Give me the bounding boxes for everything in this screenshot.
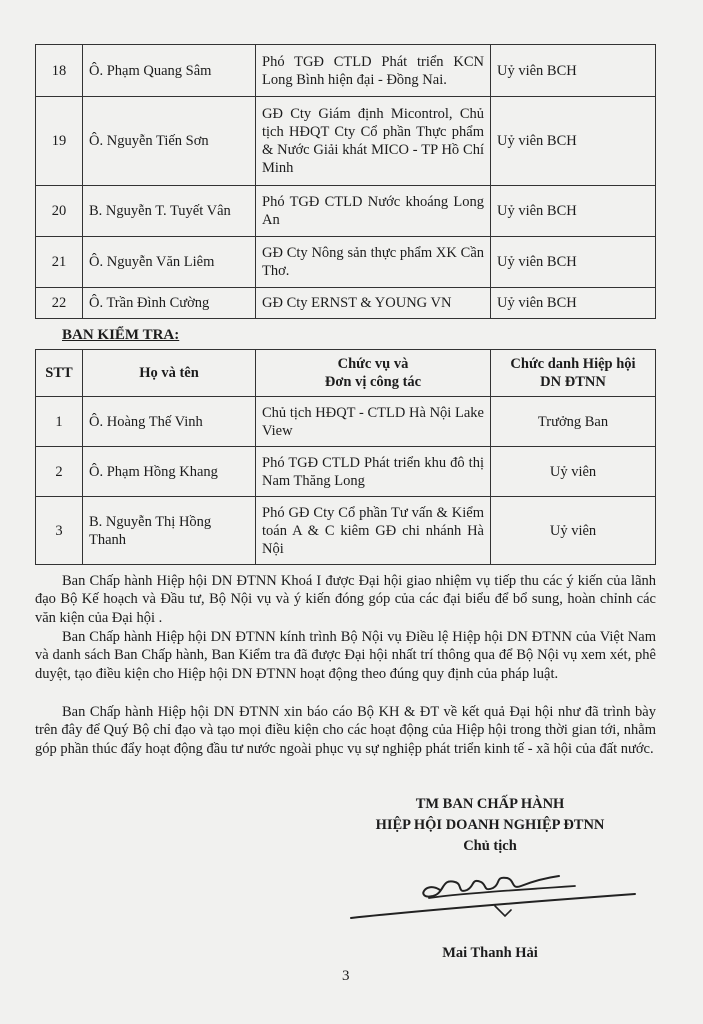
- table-row: [36, 45, 656, 97]
- member-title: Uỷ viên BCH: [491, 288, 656, 319]
- table-row: [36, 397, 656, 447]
- member-name: B. Nguyễn T. Tuyết Vân: [83, 186, 256, 237]
- inspection-board-heading: BAN KIỂM TRA:: [62, 327, 180, 343]
- table-row: [36, 447, 656, 497]
- row-number: 2: [36, 447, 83, 497]
- member-name: Ô. Trần Đình Cường: [83, 288, 256, 319]
- signature-association-line: HIỆP HỘI DOANH NGHIỆP ĐTNN: [375, 817, 605, 833]
- member-position: GĐ Cty Giám định Micontrol, Chủ tịch HĐQT Cty Cổ phần Thực phẩm & Nước Giải khát MICO - TP Hồ Chí Minh: [256, 97, 491, 186]
- table-row: [36, 97, 656, 186]
- header-stt: STT: [36, 350, 83, 397]
- row-number: 21: [36, 237, 83, 288]
- inspection-board-table: [35, 349, 656, 565]
- member-position: GĐ Cty Nông sản thực phẩm XK Cần Thơ.: [256, 237, 491, 288]
- member-name: Ô. Nguyễn Tiến Sơn: [83, 97, 256, 186]
- row-number: 3: [36, 497, 83, 565]
- paragraph-tasks: Ban Chấp hành Hiệp hội DN ĐTNN Khoá I được Đại hội giao nhiệm vụ tiếp thu các ý kiến của lãnh đạo Bộ Kế hoạch và Đầu tư, Bộ Nội vụ và ý kiến đóng góp của các đại biểu để bổ sung, hoàn chỉnh các văn kiện của Đại hội .: [35, 573, 656, 626]
- member-title: Uỷ viên: [491, 447, 656, 497]
- handwritten-signature: [345, 860, 645, 940]
- table-row: [36, 497, 656, 565]
- member-name: Ô. Nguyễn Văn Liêm: [83, 237, 256, 288]
- row-number: 19: [36, 97, 83, 186]
- member-position: Chủ tịch HĐQT - CTLD Hà Nội Lake View: [256, 397, 491, 447]
- paragraph-submission: Ban Chấp hành Hiệp hội DN ĐTNN kính trình Bộ Nội vụ Điều lệ Hiệp hội DN ĐTNN của Việt Nam và danh sách Ban Chấp hành, Ban Kiểm tra đã được Đại hội nhất trí thông qua để Bộ Nội vụ xem xét, phê duyệt, tạo điều kiện cho Hiệp hội DN ĐTNN hoạt động theo đúng quy định của pháp luật.: [35, 629, 656, 682]
- page-number: 3: [342, 968, 350, 984]
- member-position: Phó TGĐ CTLD Nước khoáng Long An: [256, 186, 491, 237]
- header-position-line1: Chức vụ và: [337, 356, 409, 372]
- member-title: Uỷ viên BCH: [491, 45, 656, 97]
- table-header-row: [36, 350, 656, 397]
- member-name: Ô. Phạm Quang Sâm: [83, 45, 256, 97]
- member-position: Phó TGĐ CTLD Phát triển KCN Long Bình hiện đại - Đồng Nai.: [256, 45, 491, 97]
- member-position: GĐ Cty ERNST & YOUNG VN: [256, 288, 491, 319]
- table-row: [36, 237, 656, 288]
- header-title: [491, 350, 656, 397]
- header-name: Họ và tên: [83, 350, 256, 397]
- member-title: Trưởng Ban: [491, 397, 656, 447]
- signature-org-line: TM BAN CHẤP HÀNH: [415, 796, 565, 812]
- table-row: [36, 186, 656, 237]
- table-row: [36, 288, 656, 319]
- member-position: Phó GĐ Cty Cổ phần Tư vấn & Kiểm toán A & C kiêm GĐ chi nhánh Hà Nội: [256, 497, 491, 565]
- row-number: 22: [36, 288, 83, 319]
- header-title-line2: DN ĐTNN: [540, 374, 606, 390]
- paragraph-report: Ban Chấp hành Hiệp hội DN ĐTNN xin báo cáo Bộ KH & ĐT về kết quả Đại hội như đã trình bày trên đây để Quý Bộ chỉ đạo và tạo mọi điều kiện cho các hoạt động của Hiệp hội trong thời gian tới, nhằm góp phần thúc đẩy hoạt động đầu tư nước ngoài phục vụ sự nghiệp phát triển kinh tế - xã hội của đất nước.: [35, 704, 656, 757]
- row-number: 20: [36, 186, 83, 237]
- header-title-line1: Chức danh Hiệp hội: [510, 356, 636, 372]
- member-title: Uỷ viên BCH: [491, 237, 656, 288]
- member-name: Ô. Hoàng Thế Vinh: [83, 397, 256, 447]
- member-name: Ô. Phạm Hồng Khang: [83, 447, 256, 497]
- member-title: Uỷ viên BCH: [491, 186, 656, 237]
- signature-role-line: Chủ tịch: [463, 838, 517, 854]
- header-position: [256, 350, 491, 397]
- row-number: 18: [36, 45, 83, 97]
- signatory-name: Mai Thanh Hải: [442, 945, 538, 961]
- member-title: Uỷ viên: [491, 497, 656, 565]
- row-number: 1: [36, 397, 83, 447]
- executive-committee-table: [35, 44, 656, 319]
- member-position: Phó TGĐ CTLD Phát triển khu đô thị Nam Thăng Long: [256, 447, 491, 497]
- header-position-line2: Đơn vị công tác: [324, 374, 422, 390]
- member-title: Uỷ viên BCH: [491, 97, 656, 186]
- member-name: B. Nguyễn Thị Hồng Thanh: [83, 497, 256, 565]
